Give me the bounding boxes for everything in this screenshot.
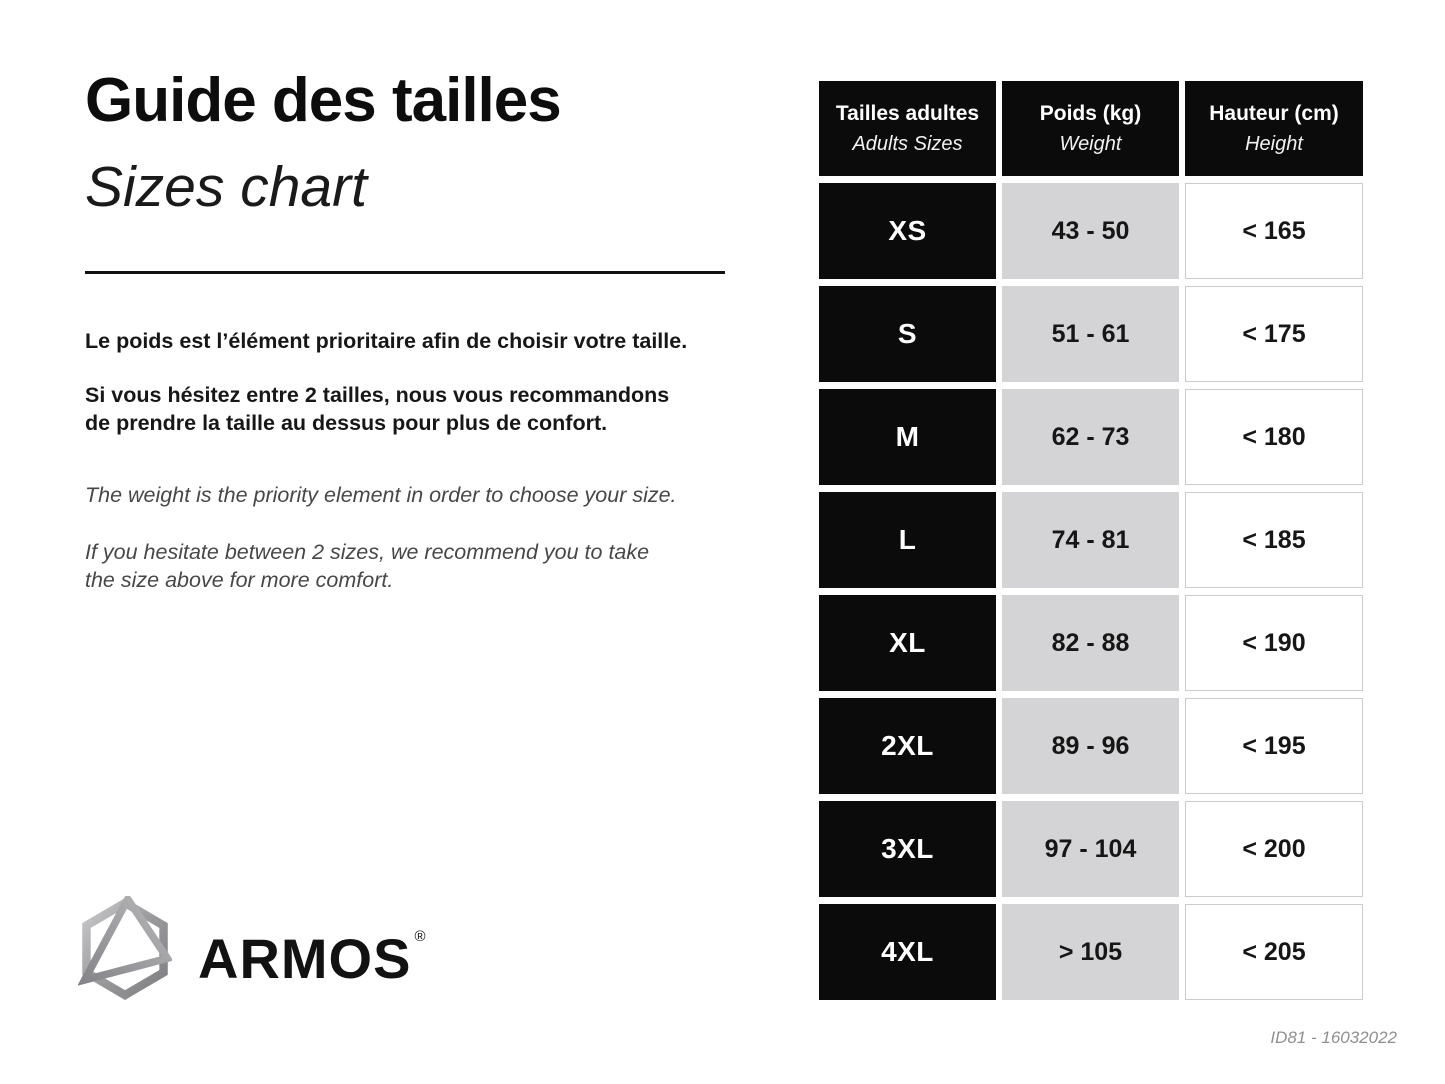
column-header-height-en: Height — [1245, 132, 1303, 155]
paragraph-en-1: The weight is the priority element in order to choose your size. — [85, 483, 677, 507]
height-cell-4xl: < 205 — [1185, 904, 1363, 1000]
brand-logo — [78, 896, 427, 1002]
column-header-sizes-fr: Tailles adultes — [835, 102, 980, 126]
size-cell-m: M — [819, 389, 996, 485]
armos-hexagon-logo-icon — [78, 896, 172, 1002]
weight-cell-m: 62 - 73 — [1002, 389, 1179, 485]
weight-cell-2xl: 89 - 96 — [1002, 698, 1179, 794]
height-cell-m: < 180 — [1185, 389, 1363, 485]
weight-cell-4xl: > 105 — [1002, 904, 1179, 1000]
size-cell-4xl: 4XL — [819, 904, 996, 1000]
weight-cell-3xl: 97 - 104 — [1002, 801, 1179, 897]
height-cell-xs: < 165 — [1185, 183, 1363, 279]
paragraph-fr-1: Le poids est l’élément prioritaire afin de choisir votre taille. — [85, 329, 688, 353]
size-table — [819, 81, 1363, 1000]
weight-cell-s: 51 - 61 — [1002, 286, 1179, 382]
divider-line — [85, 271, 725, 274]
column-header-height — [1185, 81, 1363, 176]
paragraph-fr-2 — [85, 381, 669, 437]
size-cell-l: L — [819, 492, 996, 588]
column-header-weight-en: Weight — [1059, 132, 1122, 155]
size-cell-xl: XL — [819, 595, 996, 691]
size-cell-s: S — [819, 286, 996, 382]
size-cell-xs: XS — [819, 183, 996, 279]
height-cell-l: < 185 — [1185, 492, 1363, 588]
height-cell-3xl: < 200 — [1185, 801, 1363, 897]
weight-cell-xl: 82 - 88 — [1002, 595, 1179, 691]
document-id: ID81 - 16032022 — [1270, 1028, 1397, 1047]
weight-cell-l: 74 - 81 — [1002, 492, 1179, 588]
registered-trademark-icon: ® — [414, 928, 427, 945]
brand-name: ARMOS — [198, 927, 412, 990]
paragraph-fr-2-line2: de prendre la taille au dessus pour plus de confort. — [85, 411, 608, 435]
page-subtitle: Sizes chart — [85, 155, 367, 219]
height-cell-s: < 175 — [1185, 286, 1363, 382]
paragraph-fr-2-line1: Si vous hésitez entre 2 tailles, nous vous recommandons — [85, 383, 670, 407]
column-header-weight-fr: Poids (kg) — [1039, 102, 1142, 126]
brand-wordmark — [198, 911, 427, 990]
page-title: Guide des tailles — [85, 66, 561, 135]
paragraph-en-2 — [85, 538, 649, 594]
weight-cell-xs: 43 - 50 — [1002, 183, 1179, 279]
size-cell-3xl: 3XL — [819, 801, 996, 897]
paragraph-en-2-line2: the size above for more comfort. — [85, 568, 394, 592]
size-cell-2xl: 2XL — [819, 698, 996, 794]
height-cell-2xl: < 195 — [1185, 698, 1363, 794]
paragraph-en-2-line1: If you hesitate between 2 sizes, we recommend you to take — [85, 540, 650, 564]
column-header-sizes-en: Adults Sizes — [852, 132, 963, 155]
column-header-sizes — [819, 81, 996, 176]
column-header-weight — [1002, 81, 1179, 176]
column-header-height-fr: Hauteur (cm) — [1209, 102, 1339, 126]
height-cell-xl: < 190 — [1185, 595, 1363, 691]
